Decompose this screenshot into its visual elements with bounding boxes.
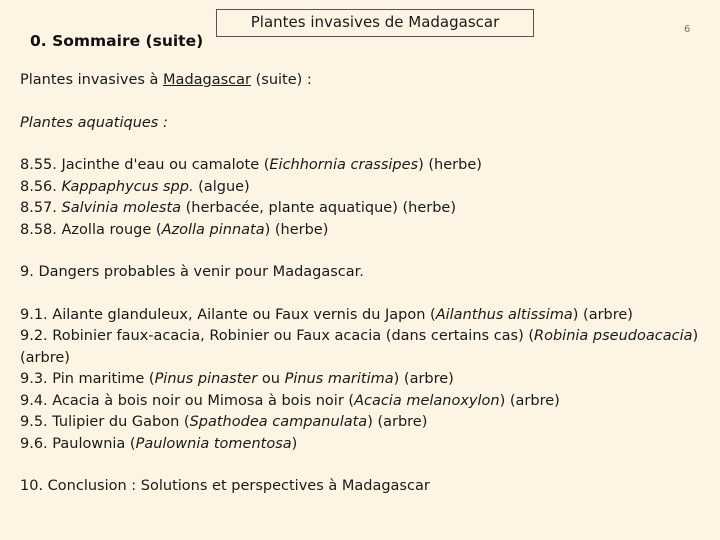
aquatic-heading: Plantes aquatiques : <box>20 114 168 131</box>
slide-title: Plantes invasives de Madagascar <box>216 9 534 37</box>
intro-prefix: Plantes invasives à <box>20 72 164 88</box>
list-item: 8.56. Kappaphycus spp. (algue) <box>20 178 250 195</box>
list-item: 9.2. Robinier faux-acacia, Robinier ou Faux acacia (dans certains cas) (Robinia pseudoacacia) <box>20 328 699 344</box>
dangers-heading: 9. Dangers probables à venir pour Madagascar. <box>20 264 364 280</box>
list-item: 8.57. Salvinia molesta (herbacée, plante aquatique) (herbe) <box>20 200 456 216</box>
list-item: 9.4. Acacia à bois noir ou Mimosa à bois noir (Acacia melanoxylon) (arbre) <box>20 392 560 409</box>
list-item: 9.5. Tulipier du Gabon (Spathodea campanulata) (arbre) <box>20 414 428 430</box>
conclusion-line: 10. Conclusion : Solutions et perspectives à Madagascar <box>20 478 430 494</box>
list-item: 9.6. Paulownia (Paulownia tomentosa) <box>20 435 298 452</box>
slide-content <box>20 70 710 498</box>
page-number: 6 <box>684 24 691 35</box>
list-item-continuation: (arbre) <box>20 349 70 366</box>
intro-line <box>20 70 710 92</box>
list-item: 8.58. Azolla rouge (Azolla pinnata) (herbe) <box>20 221 329 238</box>
intro-suffix: (suite) : <box>251 72 312 88</box>
section-label: 0. Sommaire (suite) <box>30 32 204 50</box>
madagascar-link[interactable]: Madagascar <box>163 72 251 88</box>
list-item: 9.1. Ailante glanduleux, Ailante ou Faux vernis du Japon (Ailanthus altissima) (arbre) <box>20 306 633 323</box>
list-item: 9.3. Pin maritime (Pinus pinaster ou Pinus maritima) (arbre) <box>20 371 454 387</box>
list-item: 8.55. Jacinthe d'eau ou camalote (Eichhornia crassipes) (herbe) <box>20 157 482 173</box>
